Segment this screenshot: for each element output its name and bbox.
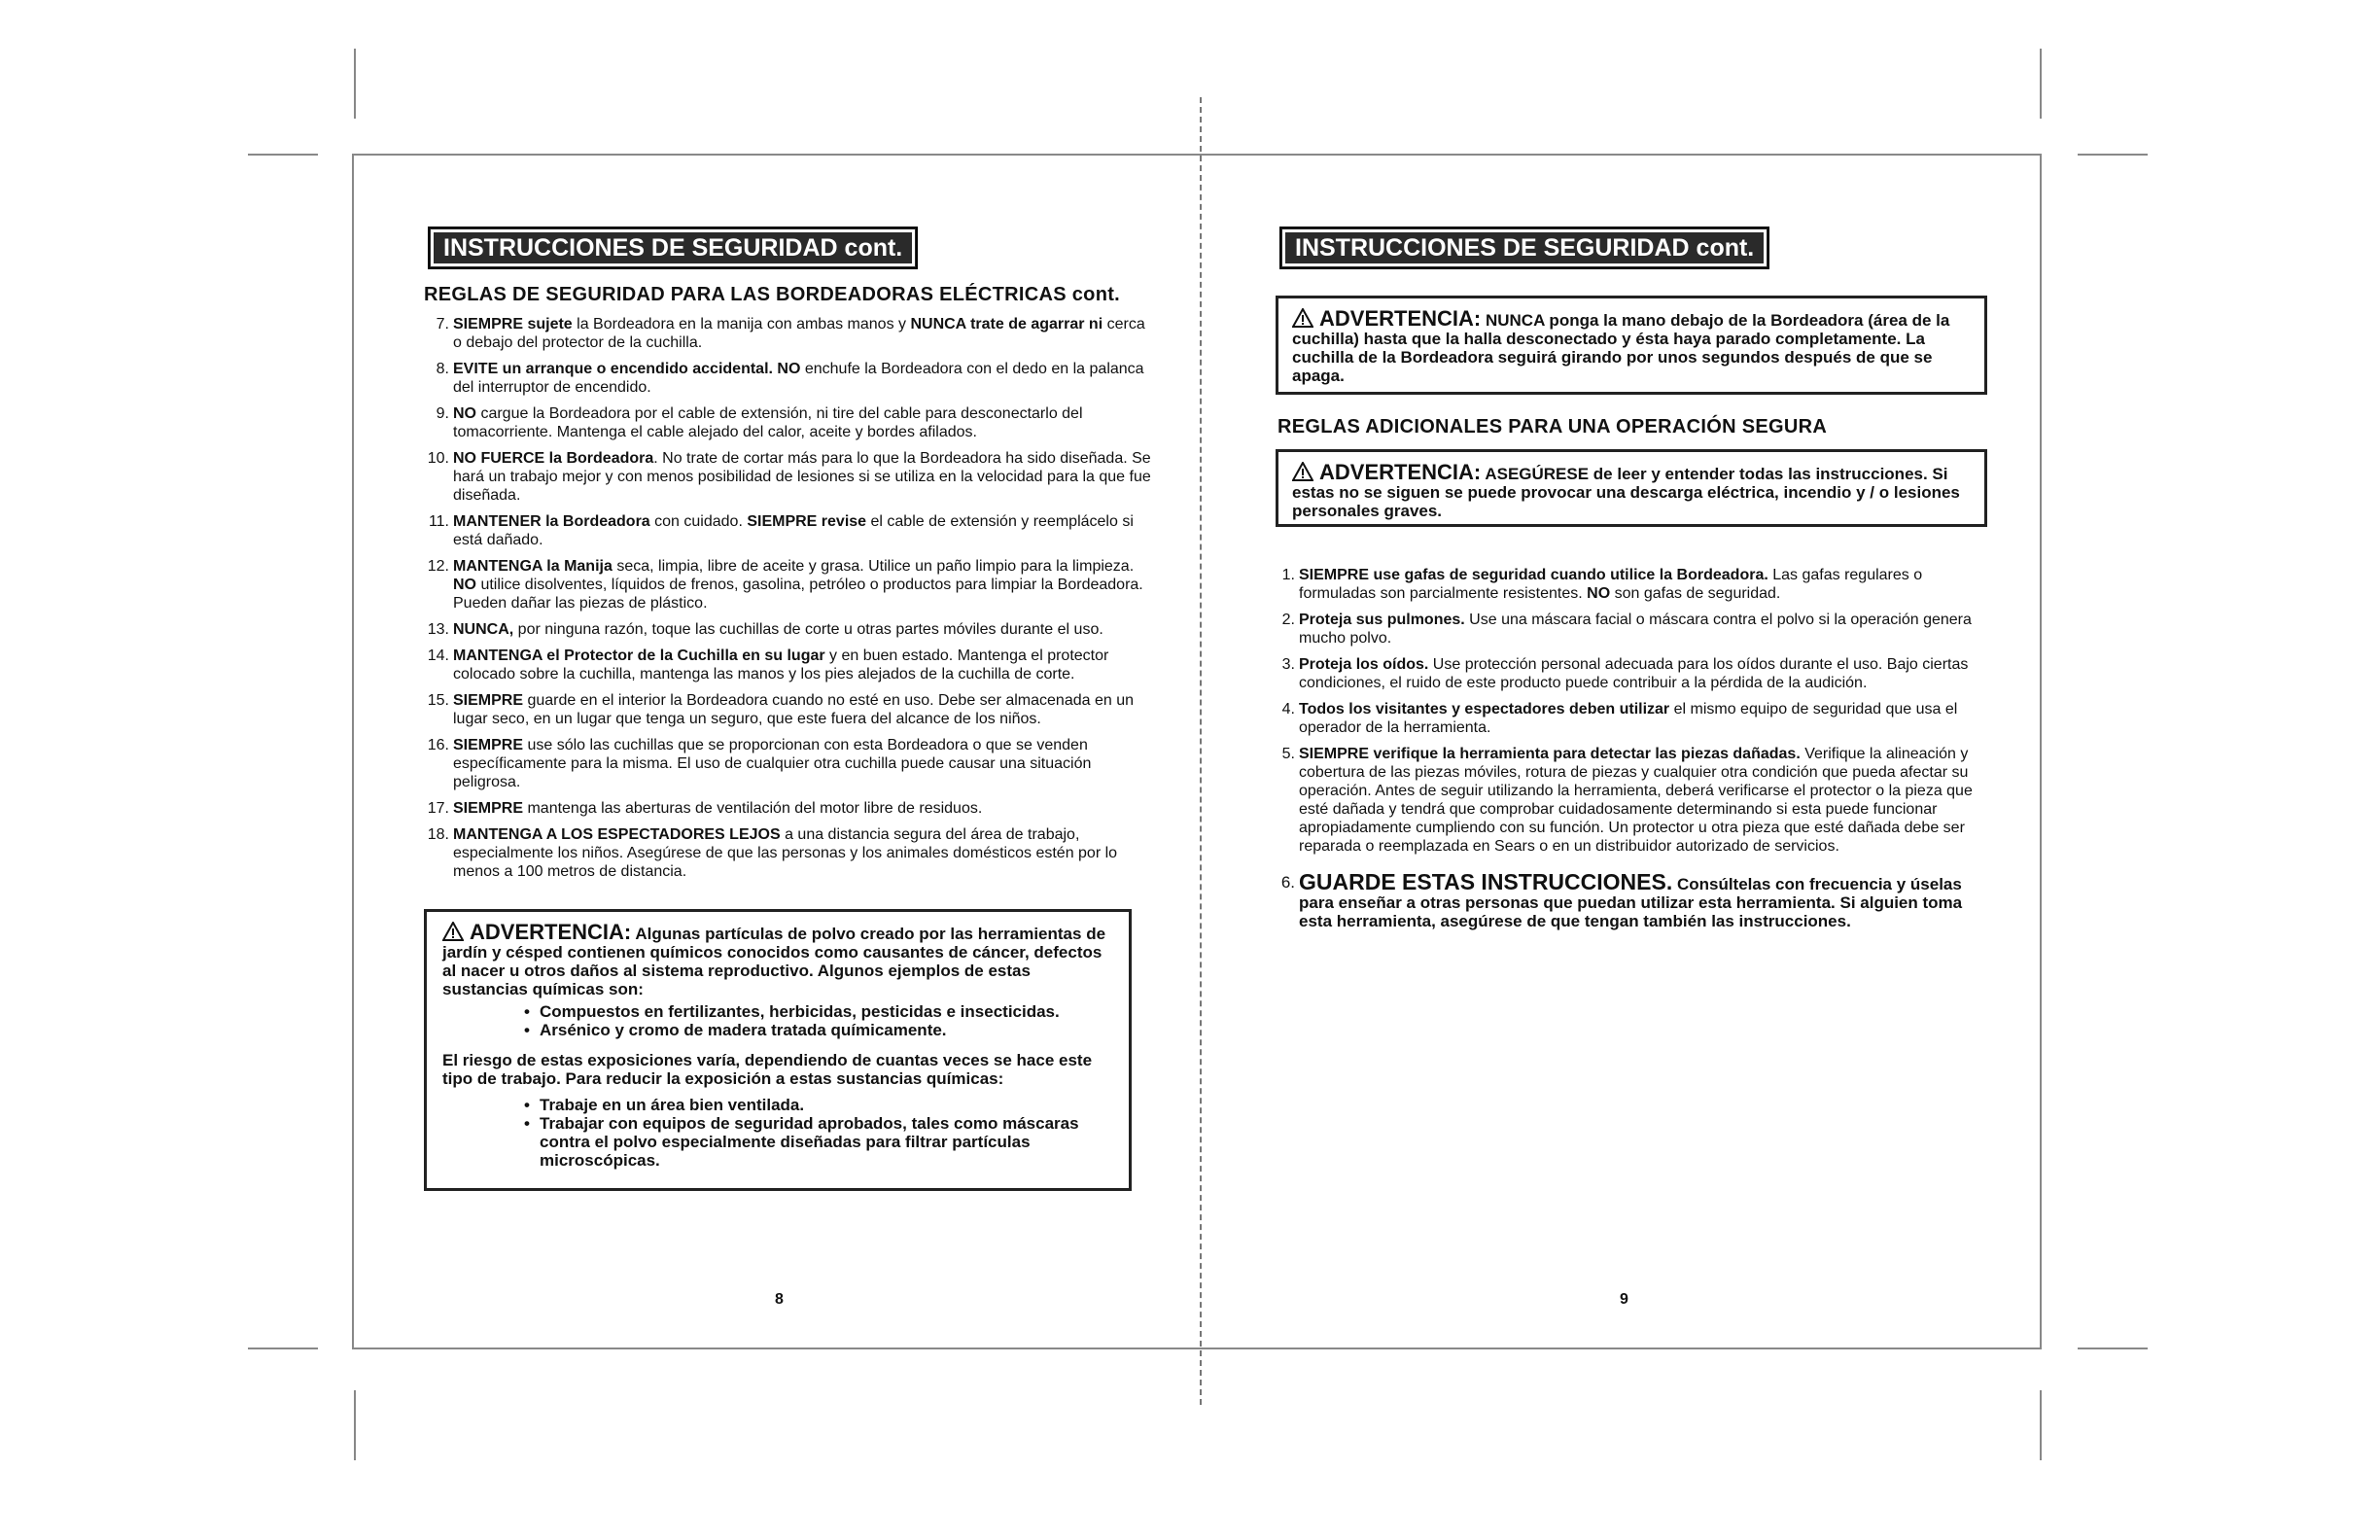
rule-text: y en buen estado. Mantenga el protector colocado sobre la cuchilla, mantenga las manos y los pies alejados de la cuchilla de corte. [453, 648, 1109, 682]
rule-item [424, 404, 1155, 441]
rule-number: 7. [436, 316, 449, 332]
rule-bold-text: NO [1587, 585, 1611, 602]
rule-number: 16. [427, 737, 449, 753]
rule-item [1270, 611, 1989, 648]
warning-text: NUNCA ponga la mano debajo de la Bordeadora (área de la cuchilla) hasta que la halla desconectado y ésta haya parado completamente. La cuchilla de la Bordeadora seguirá girando por unos segundos después de que se apaga. [1292, 311, 1950, 385]
warning-title [442, 920, 631, 944]
warning-intro [442, 922, 1117, 998]
warning-text: ASEGÚRESE de leer y entender todas las instrucciones. Si estas no se siguen se puede provocar una descarga eléctrica, incendio y / o lesiones personales graves. [1292, 465, 1960, 520]
rule-number: 9. [436, 405, 449, 422]
rule-text: mantenga las aberturas de ventilación del motor libre de residuos. [523, 800, 983, 817]
warning-intro-text: Algunas partículas de polvo creado por las herramientas de jardín y césped contienen químicos conocidos como causantes de cáncer, defectos al nacer u otros daños al sistema reproductivo. Algunos ejemplos de estas sustancias químicas son: [442, 925, 1106, 998]
rules-list [424, 315, 1155, 889]
rule-number: 13. [427, 621, 449, 638]
warning-title-text: ADVERTENCIA: [1319, 460, 1482, 484]
rule-text: Use una máscara facial o máscara contra el polvo si la operación genera mucho polvo. [1299, 612, 1972, 647]
rule-bold-text: NUNCA, [453, 621, 514, 638]
rule-bold-text: MANTENGA el Protector de la Cuchilla en su lugar [453, 648, 825, 664]
rule-item [1270, 566, 1989, 603]
rule-number: 17. [427, 800, 449, 817]
rule-number: 4. [1281, 701, 1295, 718]
bullet-item: • Compuestos en fertilizantes, herbicidas, pesticidas e insecticidas. [524, 1002, 1117, 1021]
section-banner: INSTRUCCIONES DE SEGURIDAD cont. [1279, 227, 1769, 269]
rule-bold-text: SIEMPRE sujete [453, 316, 573, 332]
rule-item [424, 691, 1155, 728]
rule-number: 12. [427, 558, 449, 575]
bullet-item: • Trabajar con equipos de seguridad aprobados, tales como máscaras contra el polvo especialmente diseñadas para filtrar partículas microscópicas. [524, 1114, 1117, 1170]
warning-title [1292, 306, 1481, 331]
crop-mark [2078, 1348, 2148, 1349]
rule-number: 10. [427, 450, 449, 467]
rule-bold-text: EVITE un arranque o encendido accidental. NO [453, 361, 801, 377]
rule-bold-text: Proteja los oídos. [1299, 656, 1429, 673]
rule-text: Consúltelas con frecuencia y úselas para enseñar a otras personas que puedan utilizar esta herramienta. Si alguien toma esta herramienta, asegúrese de que tengan también las instrucciones. [1299, 875, 1963, 930]
rule-item [424, 736, 1155, 791]
rule-text: el cable de extensión y reemplácelo si está dañado. [453, 513, 1134, 548]
rule-number: 8. [436, 361, 449, 377]
rule-text: el mismo equipo de seguridad que usa el operador de la herramienta. [1299, 701, 1958, 736]
rule-item [424, 512, 1155, 549]
section-heading: REGLAS ADICIONALES PARA UNA OPERACIÓN SEGURA [1278, 416, 1828, 438]
rule-text: a una distancia segura del área de trabajo, especialmente los niños. Asegúrese de que las personas y los animales domésticos estén por lo menos a 100 metros de distancia. [453, 826, 1118, 880]
rule-item [424, 647, 1155, 683]
rule-item [424, 360, 1155, 397]
rule-item [424, 449, 1155, 505]
crop-mark [248, 154, 318, 156]
bullet-item: • Arsénico y cromo de madera tratada químicamente. [524, 1021, 1117, 1039]
bullet-item: • Trabaje en un área bien ventilada. [524, 1096, 1117, 1114]
warning-box-read [1276, 449, 1987, 527]
rule-bold-text: SIEMPRE [453, 737, 524, 753]
rule-bold-text: Todos los visitantes y espectadores deben utilizar [1299, 701, 1670, 718]
rule-item-6 [1270, 869, 1989, 930]
warning-bullets [442, 1002, 1117, 1039]
rule-item [424, 825, 1155, 881]
warning-triangle-icon [1292, 462, 1313, 481]
warning-para2: El riesgo de estas exposiciones varía, dependiendo de cuantas veces se hace este tipo de trabajo. Para reducir la exposición a estas sustancias químicas: [442, 1051, 1093, 1088]
crop-mark [2040, 1390, 2042, 1460]
rule-bold-text: MANTENER la Bordeadora [453, 513, 650, 530]
rule-text: por ninguna razón, toque las cuchillas de corte u otras partes móviles durante el uso. [513, 621, 1103, 638]
rule-bold-text: Proteja sus pulmones. [1299, 612, 1465, 628]
warning-triangle-icon [1292, 308, 1313, 328]
rule-text: use sólo las cuchillas que se proporcionan con esta Bordeadora o que se venden específicamente para la misma. El uso de cualquier otra cuchilla puede causar una situación peligrosa. [453, 737, 1092, 790]
rule-text: son gafas de seguridad. [1610, 585, 1781, 602]
warning-box-unplug [1276, 296, 1987, 395]
rule-number: 6. [1280, 873, 1295, 892]
section-heading: REGLAS DE SEGURIDAD PARA LAS BORDEADORAS ELÉCTRICAS cont. [424, 284, 1121, 305]
rule-text: enchufe la Bordeadora con el dedo en la palanca del interruptor de encendido. [453, 361, 1144, 396]
rule-number: 5. [1281, 746, 1295, 762]
rule-text: seca, limpia, libre de aceite y grasa. Utilice un paño limpio para la limpieza. [612, 558, 1135, 575]
crop-mark [2078, 154, 2148, 156]
warning-title-text: ADVERTENCIA: [470, 920, 632, 944]
rule-item [424, 315, 1155, 352]
rule-bold-text: NUNCA trate de agarrar ni [910, 316, 1103, 332]
crop-mark [354, 49, 356, 119]
rule-number: 15. [427, 692, 449, 709]
rule-bold-text: NO [453, 405, 476, 422]
warning-title [1292, 460, 1481, 484]
rule-title: GUARDE ESTAS INSTRUCCIONES. [1299, 869, 1673, 894]
rule-item [1270, 700, 1989, 737]
warning-box [424, 909, 1132, 1191]
rule-text: guarde en el interior la Bordeadora cuando no esté en uso. Debe ser almacenada en un lugar seco, en un lugar que tenga un seguro, que este fuera del alcance de los niños. [453, 692, 1134, 727]
rule-bold-text: SIEMPRE use gafas de seguridad cuando utilice la Bordeadora. [1299, 567, 1768, 583]
rule-bold-text: SIEMPRE verifique la herramienta para detectar las piezas dañadas. [1299, 746, 1801, 762]
fold-line [1200, 97, 1202, 1405]
section-banner: INSTRUCCIONES DE SEGURIDAD cont. [428, 227, 918, 269]
warning-title-text: ADVERTENCIA: [1319, 306, 1482, 331]
rule-bold-text: SIEMPRE revise [747, 513, 867, 530]
page-number: 8 [775, 1291, 784, 1308]
rule-bold-text: MANTENGA A LOS ESPECTADORES LEJOS [453, 826, 781, 843]
rules-list [1270, 566, 1989, 863]
rule-text: Las gafas regulares o formuladas son parcialmente resistentes. [1299, 567, 1923, 602]
crop-mark [354, 1390, 356, 1460]
rule-bold-text: MANTENGA la Manija [453, 558, 612, 575]
rule-number: 2. [1281, 612, 1295, 628]
rule-bold-text: SIEMPRE [453, 692, 524, 709]
rule-bold-text: NO FUERCE la Bordeadora [453, 450, 654, 467]
rule-number: 11. [428, 513, 449, 530]
rule-item [424, 620, 1155, 639]
rule-item [1270, 655, 1989, 692]
warning-bullets [442, 1096, 1117, 1170]
warning-triangle-icon [442, 922, 464, 941]
rule-text: con cuidado. [649, 513, 748, 530]
rule-number: 14. [427, 648, 449, 664]
rule-number: 18. [427, 826, 449, 843]
rule-text: cargue la Bordeadora por el cable de extensión, ni tire del cable para desconectarlo del tomacorriente. Mantenga el cable alejado del calor, aceite y bordes afilados. [453, 405, 1083, 440]
rule-text: Use protección personal adecuada para los oídos durante el uso. Bajo ciertas condiciones, el ruido de este producto puede contribuir a la pérdida de la audición. [1299, 656, 1969, 691]
rule-number: 1. [1281, 567, 1295, 583]
rule-text: utilice disolventes, líquidos de frenos, gasolina, petróleo o productos para limpiar la Bordeadora. Pueden dañar las piezas de plástico. [453, 577, 1143, 612]
rule-text: cerca o debajo del protector de la cuchilla. [453, 316, 1145, 351]
crop-mark [248, 1348, 318, 1349]
rule-text: la Bordeadora en la manija con ambas manos y [572, 316, 911, 332]
crop-mark [2040, 49, 2042, 119]
rule-bold-text: SIEMPRE [453, 800, 524, 817]
rule-item [424, 799, 1155, 818]
rule-text: . No trate de cortar más para lo que la Bordeadora ha sido diseñada. Se hará un trabajo mejor y con menos posibilidad de lesiones si se utiliza en la velocidad para la que fue diseñada. [453, 450, 1151, 504]
rule-number: 3. [1281, 656, 1295, 673]
rule-item [424, 557, 1155, 612]
rule-bold-text: NO [453, 577, 476, 593]
rule-item [1270, 745, 1989, 856]
rule-text: Verifique la alineación y cobertura de las piezas móviles, rotura de piezas y cualquier otra condición que pueda afectar su operación. Antes de seguir utilizando la herramienta, deberá verificarse el protector o la pieza que esté dañada y tendrá que comprobar cuidadosamente determinando si esta puede funcionar apropiadamente cumpliendo con su función. Un protector u otra pieza que esté dañada debe ser reparada o reemplazada en Sears o en un distribuidor autorizado de servicios. [1299, 746, 1973, 855]
page-number: 9 [1620, 1291, 1628, 1308]
